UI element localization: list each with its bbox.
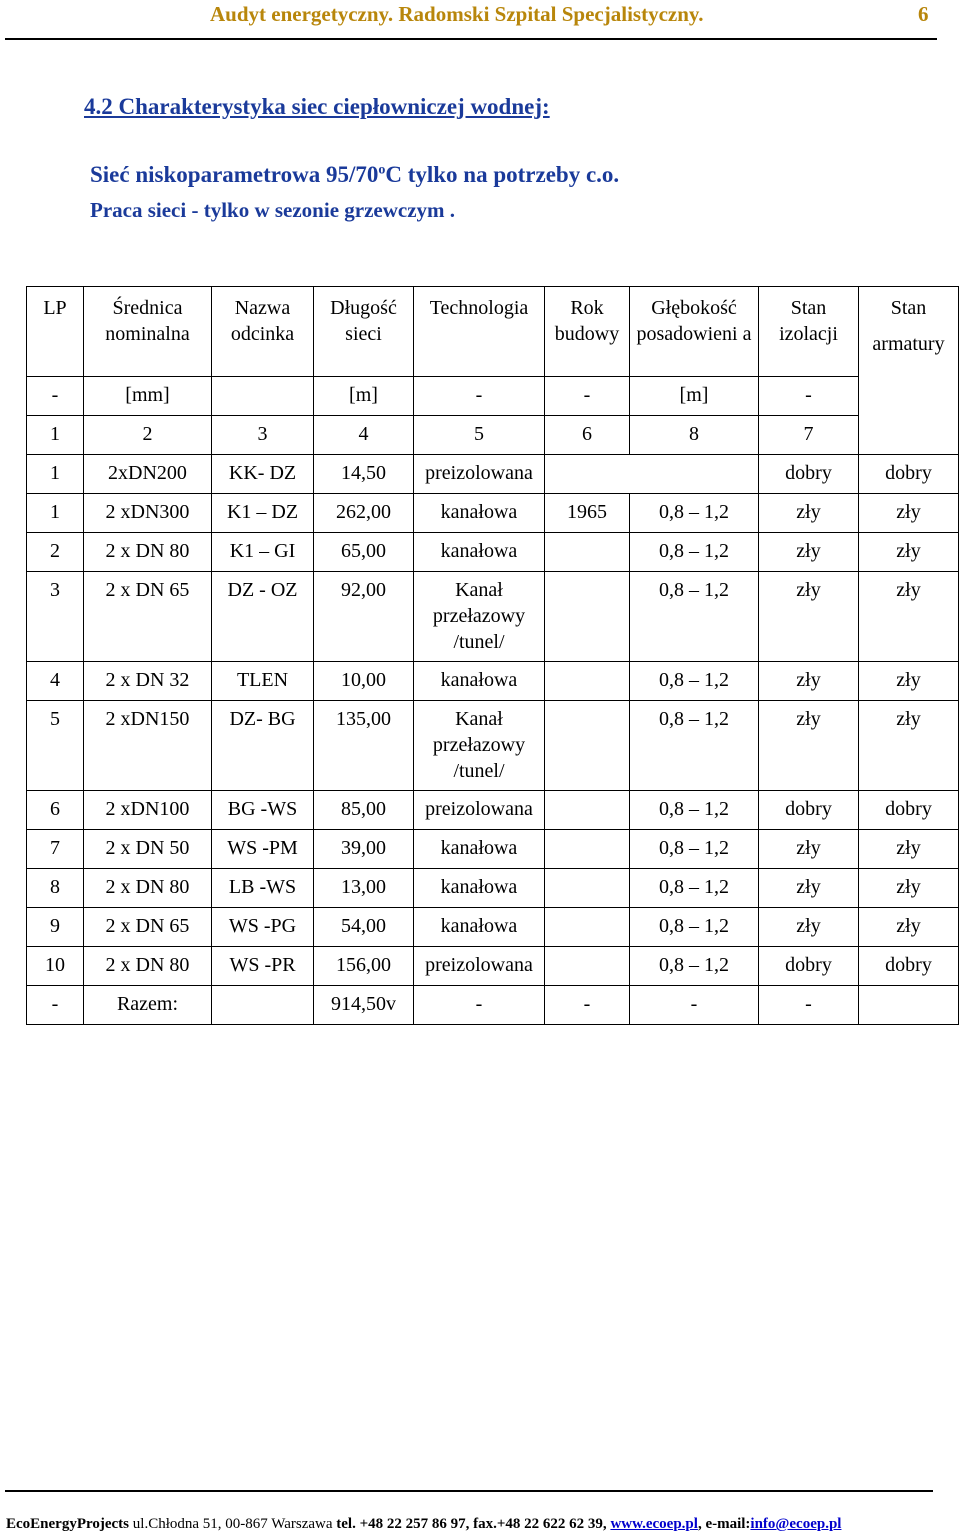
table-cell: 2 xDN300 <box>84 494 212 533</box>
table-cell: zły <box>759 533 859 572</box>
number-cell: 5 <box>414 416 545 455</box>
table-cell: 0,8 – 1,2 <box>630 869 759 908</box>
table-cell: zły <box>859 830 959 869</box>
table-cell: 8 <box>27 869 84 908</box>
table-cell: 14,50 <box>314 455 414 494</box>
table-cell <box>545 662 630 701</box>
numbering-row <box>27 416 959 455</box>
table-cell: 0,8 – 1,2 <box>630 908 759 947</box>
intro-line-1 <box>90 162 619 188</box>
header-cell: LP <box>27 287 84 377</box>
table-cell: preizolowana <box>414 791 545 830</box>
table-cell <box>545 791 630 830</box>
footer-website-link[interactable]: www.ecoep.pl <box>610 1516 698 1532</box>
table-cell: dobry <box>859 455 959 494</box>
table-cell: 0,8 – 1,2 <box>630 791 759 830</box>
units-row <box>27 377 959 416</box>
number-cell: 4 <box>314 416 414 455</box>
table-cell: 2 xDN100 <box>84 791 212 830</box>
table-cell: 2 x DN 80 <box>84 947 212 986</box>
number-cell: 3 <box>212 416 314 455</box>
table-cell: 156,00 <box>314 947 414 986</box>
table-cell: LB -WS <box>212 869 314 908</box>
footer-email-link[interactable]: info@ecoep.pl <box>750 1516 842 1532</box>
table-cell: kanałowa <box>414 830 545 869</box>
table-cell: 10 <box>27 947 84 986</box>
table-row <box>27 947 959 986</box>
table-cell: preizolowana <box>414 947 545 986</box>
intro-line-1-pre: Sieć niskoparametrowa 95/70 <box>90 162 379 187</box>
table-cell: 262,00 <box>314 494 414 533</box>
table-cell: 0,8 – 1,2 <box>630 830 759 869</box>
table-cell <box>545 572 630 662</box>
table-cell: 92,00 <box>314 572 414 662</box>
table-cell: 2 x DN 50 <box>84 830 212 869</box>
table-cell: kanałowa <box>414 869 545 908</box>
total-cell <box>212 986 314 1025</box>
table-cell: 0,8 – 1,2 <box>630 533 759 572</box>
table-cell: dobry <box>759 455 859 494</box>
table-cell: 2 x DN 80 <box>84 533 212 572</box>
table-cell: kanałowa <box>414 662 545 701</box>
table-cell: 3 <box>27 572 84 662</box>
table-cell <box>545 533 630 572</box>
total-cell: - <box>759 986 859 1025</box>
table-cell: kanałowa <box>414 908 545 947</box>
table-cell: 0,8 – 1,2 <box>630 494 759 533</box>
table-cell: 2 x DN 80 <box>84 869 212 908</box>
table-cell: Kanał przełazowy /tunel/ <box>414 572 545 662</box>
table-cell: BG -WS <box>212 791 314 830</box>
table-cell: 0,8 – 1,2 <box>630 662 759 701</box>
header-rule <box>5 38 937 40</box>
table-row <box>27 701 959 791</box>
table-cell: dobry <box>759 791 859 830</box>
table-cell: dobry <box>859 947 959 986</box>
table-cell: TLEN <box>212 662 314 701</box>
table-cell: 85,00 <box>314 791 414 830</box>
table-cell: 2 <box>27 533 84 572</box>
table-cell: WS -PG <box>212 908 314 947</box>
table-cell <box>545 947 630 986</box>
table-cell: zły <box>859 701 959 791</box>
total-cell: - <box>27 986 84 1025</box>
unit-cell: - <box>759 377 859 416</box>
table-cell: kanałowa <box>414 494 545 533</box>
table-cell: 13,00 <box>314 869 414 908</box>
total-cell: 914,50v <box>314 986 414 1025</box>
table-cell: zły <box>859 869 959 908</box>
table-cell: WS -PR <box>212 947 314 986</box>
table-cell: DZ- BG <box>212 701 314 791</box>
table-cell: 0,8 – 1,2 <box>630 701 759 791</box>
header-cell: Rok budowy <box>545 287 630 377</box>
unit-cell <box>212 377 314 416</box>
section-title: 4.2 Charakterystyka siec ciepłowniczej wodnej: <box>84 94 550 119</box>
table-row <box>27 830 959 869</box>
unit-cell: - <box>414 377 545 416</box>
table-cell: 135,00 <box>314 701 414 791</box>
table-cell: zły <box>859 533 959 572</box>
table-cell: 2 x DN 65 <box>84 908 212 947</box>
table-cell: zły <box>759 830 859 869</box>
table-row <box>27 455 959 494</box>
table-row <box>27 494 959 533</box>
total-row <box>27 986 959 1025</box>
number-cell: 2 <box>84 416 212 455</box>
table-cell <box>545 701 630 791</box>
table-cell: 2 x DN 65 <box>84 572 212 662</box>
table-header-row <box>27 287 959 377</box>
table-cell: zły <box>759 869 859 908</box>
table-cell: 2 x DN 32 <box>84 662 212 701</box>
total-cell: Razem: <box>84 986 212 1025</box>
number-cell: 6 <box>545 416 630 455</box>
table-cell: zły <box>859 572 959 662</box>
table-row <box>27 869 959 908</box>
table-cell: 4 <box>27 662 84 701</box>
unit-cell: [mm] <box>84 377 212 416</box>
header-cell: Nazwa odcinka <box>212 287 314 377</box>
number-cell: 7 <box>759 416 859 455</box>
table-cell: KK- DZ <box>212 455 314 494</box>
page-header <box>0 0 960 40</box>
table-cell <box>545 869 630 908</box>
table-row <box>27 908 959 947</box>
table-cell: 0,8 – 1,2 <box>630 572 759 662</box>
header-stan: Stan <box>890 297 927 319</box>
table-cell: 54,00 <box>314 908 414 947</box>
header-cell: Głębokość posadowieni a <box>630 287 759 377</box>
header-cell-stan-armatury <box>859 287 959 455</box>
intro-line-1-post: C tylko na potrzeby c.o. <box>385 162 620 187</box>
unit-cell: [m] <box>314 377 414 416</box>
table-cell: 1 <box>27 494 84 533</box>
header-title: Audyt energetyczny. Radomski Szpital Specjalistyczny. <box>210 2 704 26</box>
table-cell: 0,8 – 1,2 <box>630 947 759 986</box>
header-cell: Średnica nominalna <box>84 287 212 377</box>
table-cell: K1 – GI <box>212 533 314 572</box>
network-table <box>26 286 959 1025</box>
table-row <box>27 533 959 572</box>
table-cell: 5 <box>27 701 84 791</box>
table-cell: 1 <box>27 455 84 494</box>
table-cell: zły <box>759 494 859 533</box>
footer-address: ul.Chłodna 51, 00-867 Warszawa <box>132 1516 333 1532</box>
table-cell: 6 <box>27 791 84 830</box>
table-cell: 2 xDN150 <box>84 701 212 791</box>
table-cell: 1965 <box>545 494 630 533</box>
table-cell: zły <box>759 908 859 947</box>
total-cell: - <box>414 986 545 1025</box>
table-cell: zły <box>859 494 959 533</box>
table-cell: dobry <box>859 791 959 830</box>
table-cell: zły <box>759 662 859 701</box>
table-cell <box>545 830 630 869</box>
footer-phone: tel. +48 22 257 86 97, fax.+48 22 622 62 39, <box>336 1516 607 1532</box>
table-cell <box>545 908 630 947</box>
total-cell: - <box>545 986 630 1025</box>
header-cell: Stan izolacji <box>759 287 859 377</box>
table-cell: 7 <box>27 830 84 869</box>
table-cell: WS -PM <box>212 830 314 869</box>
table-cell: 39,00 <box>314 830 414 869</box>
table-cell: zły <box>759 701 859 791</box>
table-cell: zły <box>859 908 959 947</box>
intro-degree-sup: o <box>378 162 386 178</box>
header-cell: Technologia <box>414 287 545 377</box>
footer-rule <box>5 1490 933 1492</box>
table-cell: DZ - OZ <box>212 572 314 662</box>
footer-company: EcoEnergyProjects <box>6 1516 130 1532</box>
page-number: 6 <box>918 2 929 26</box>
table-cell: K1 – DZ <box>212 494 314 533</box>
table-row <box>27 662 959 701</box>
page-footer: EcoEnergyProjects ul.Chłodna 51, 00-867 Warszawa tel. +48 22 257 86 97, fax.+48 22 622 62 39, www.ecoep.pl, e-mail:info@ecoep.pl <box>6 1516 842 1532</box>
header-cell: Długość sieci <box>314 287 414 377</box>
unit-cell: - <box>545 377 630 416</box>
header-armatury: armatury <box>872 333 945 355</box>
table-cell: dobry <box>759 947 859 986</box>
table-cell: 9 <box>27 908 84 947</box>
table-cell: kanałowa <box>414 533 545 572</box>
number-cell: 8 <box>630 416 759 455</box>
table-cell: Kanał przełazowy /tunel/ <box>414 701 545 791</box>
unit-cell: [m] <box>630 377 759 416</box>
total-cell <box>859 986 959 1025</box>
table-cell: 10,00 <box>314 662 414 701</box>
table-cell: preizolowana <box>414 455 545 494</box>
table-cell: 65,00 <box>314 533 414 572</box>
table-row <box>27 572 959 662</box>
footer-email-label: e-mail: <box>705 1516 751 1532</box>
table-cell <box>545 455 759 494</box>
table-cell: zły <box>859 662 959 701</box>
total-cell: - <box>630 986 759 1025</box>
intro-line-2: Praca sieci - tylko w sezonie grzewczym . <box>90 198 456 222</box>
number-cell: 1 <box>27 416 84 455</box>
table-row <box>27 791 959 830</box>
table-cell: 2xDN200 <box>84 455 212 494</box>
table-cell: zły <box>759 572 859 662</box>
unit-cell: - <box>27 377 84 416</box>
